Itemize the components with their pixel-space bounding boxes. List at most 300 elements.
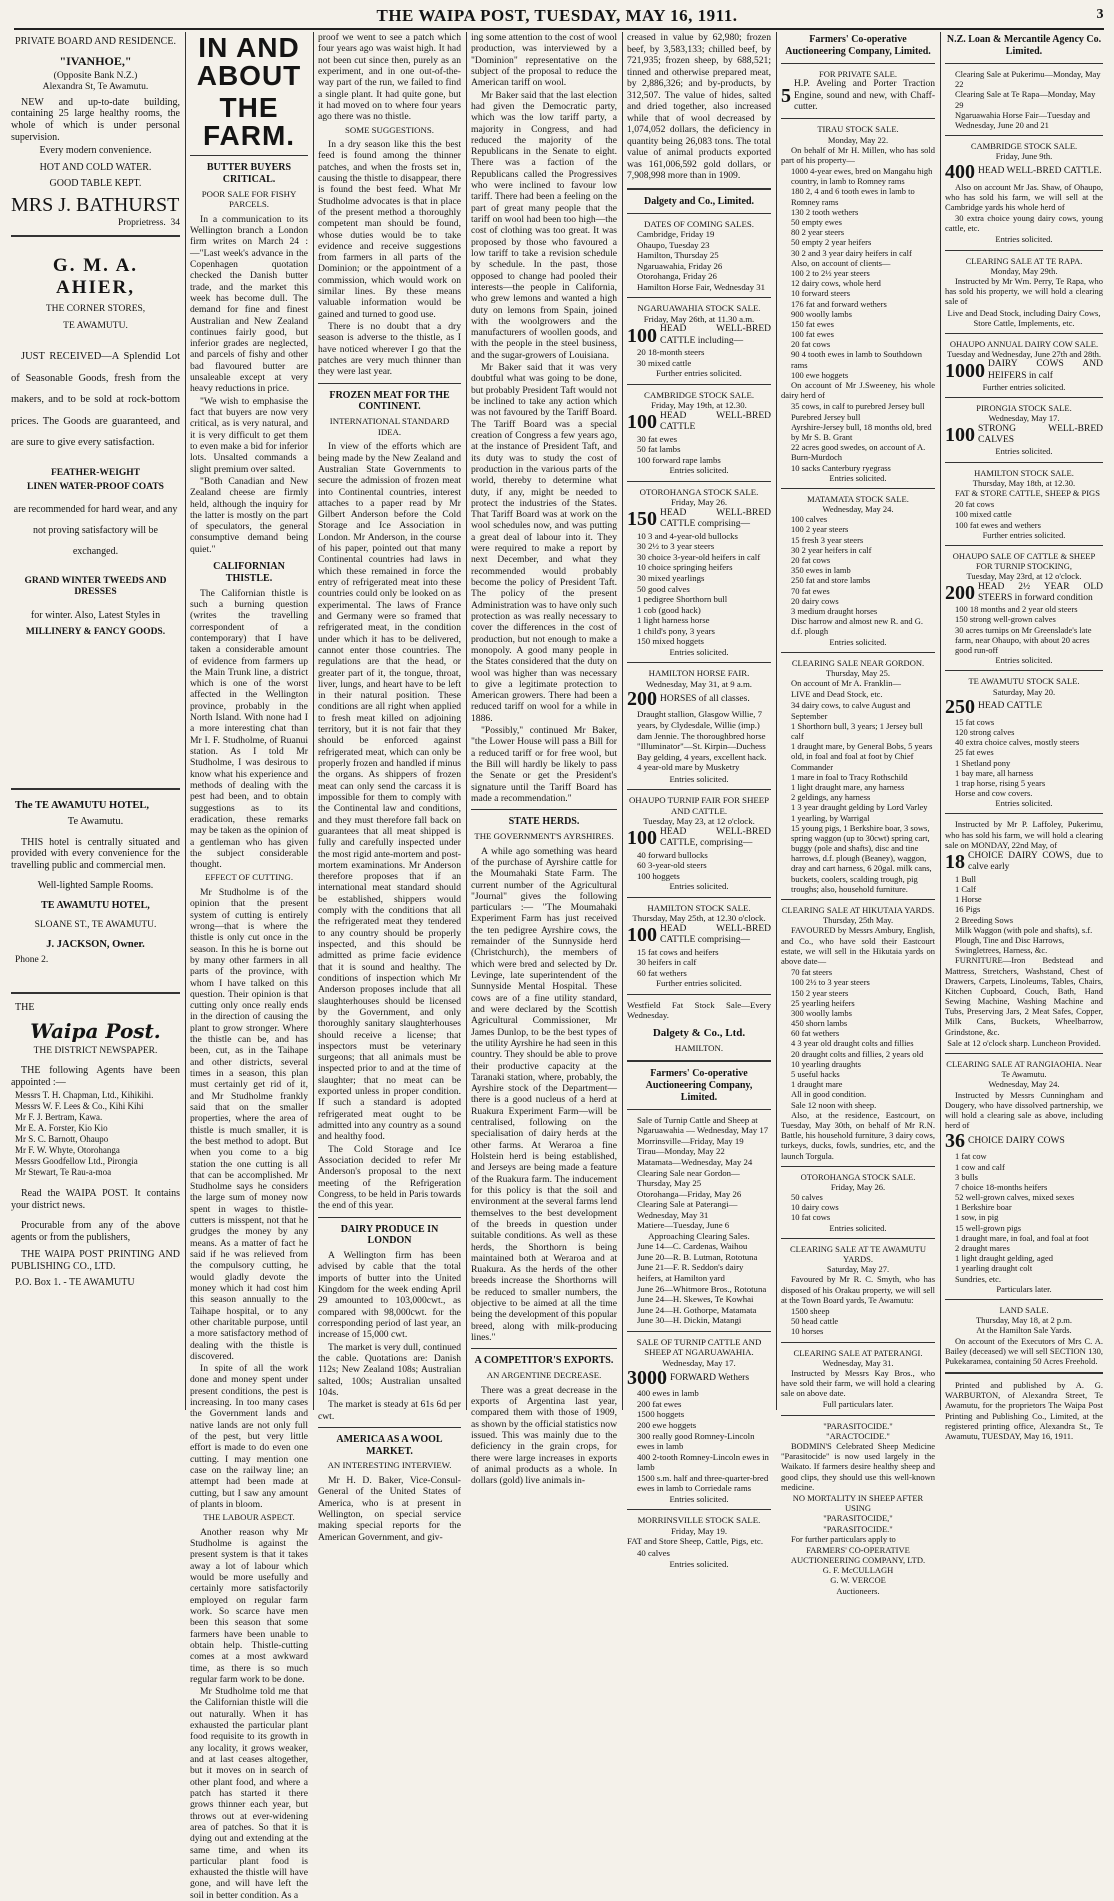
divider — [627, 1060, 771, 1062]
ad-head: CLEARING SALE NEAR GORDON. — [791, 657, 925, 668]
lot-item: 100 forward rape lambs — [637, 454, 721, 465]
lot-desc: CHOICE DAIRY COWS, due to calve early — [968, 851, 1103, 873]
lot-item: 30 acres turnips on Mr Greenslade's late farm, near Ohaupo, with about 20 acres good run-off — [955, 624, 1092, 656]
column-rule — [185, 32, 186, 1410]
lot-item: 30 2 and 3 year dairy heifers in calf — [791, 247, 912, 258]
lot-item: 900 woolly lambs — [791, 308, 852, 319]
ad-lot — [945, 162, 1103, 182]
divider — [781, 1238, 935, 1239]
lot-item: 300 woolly lambs — [791, 1007, 852, 1018]
ad-date: Wednesday, May 31. — [822, 1357, 894, 1368]
ivanhoe-prop-name: MRS J. BATHURST — [11, 194, 180, 217]
ad-further: Further entries solicited. — [982, 529, 1066, 540]
ad-company: Farmers' Co-operative Auctioneering Company, Limited. — [645, 1067, 753, 1103]
ad-head: FOR PRIVATE SALE. — [818, 69, 897, 79]
lot-item: 1 sow, in pig — [955, 1212, 999, 1223]
sale-date: June 20—R. B. Lutman, Rototuna — [637, 1251, 758, 1262]
ad-date: Tuesday, May 23rd, at 12 o'clock. — [966, 571, 1082, 582]
ad-head: CLEARING SALE AT RANGIAOHIA. Near Te Awamutu. — [946, 1059, 1102, 1080]
ad-head: NO MORTALITY IN SHEEP AFTER USING — [792, 1492, 924, 1514]
ivanhoe-addr: (Opposite Bank N.Z.) — [53, 69, 138, 81]
divider — [781, 118, 935, 119]
ad-date: Saturday, May 27. — [826, 1264, 890, 1275]
lot-item: 10 choice springing heifers — [637, 562, 733, 573]
divider — [945, 1299, 1103, 1300]
ad-further: Entries solicited. — [995, 798, 1053, 809]
ad-company: Farmers' Co-operative Auctioneering Company, Limited. — [785, 34, 931, 57]
lot-number: 100 — [945, 424, 975, 447]
lot-item: 20 fat cows — [791, 555, 831, 566]
paragraph: A Wellington firm has been advised by cable that the total imports of butter into the United Kingdom for the week ending April 29 amounted to 103,000cwt., as compared with 98,000cwt. for the corresponding period of last year, an increase of 15,000 cwt. — [318, 1250, 461, 1341]
lot-item: 90 4 tooth ewes in lamb to Southdown rams — [791, 349, 923, 370]
ad-head: OHAUPO ANNUAL DAIRY COW SALE. — [949, 338, 1099, 349]
ad-date: Thursday, May 18, at 2 p.m. — [975, 1315, 1072, 1326]
lot-item: 1 fat cow — [955, 1151, 987, 1162]
lot-item: 150 strong well-grown calves — [955, 614, 1056, 625]
ahier-coats-body: are recommended for hard wear, and any not proving satisfactory will be exchanged. — [13, 504, 178, 558]
lot-item: 20 18-month steers — [637, 347, 705, 358]
lot-item: 40 extra choice calves, mostly steers — [955, 737, 1080, 748]
lot-item: 30 fat ewes — [637, 433, 678, 444]
divider — [627, 188, 771, 190]
lot-item: 10 horses — [791, 1326, 824, 1337]
lot-desc: HEAD WELL-BRED CATTLE comprising— — [660, 508, 771, 530]
lot-item: 7 choice 18-months heifers — [955, 1181, 1048, 1192]
lot-item: 350 ewes in lamb — [791, 565, 851, 576]
column-1 — [8, 32, 183, 1410]
ad-lot — [945, 582, 1103, 605]
sale-date: June 30—H. Dickin, Matangi — [637, 1315, 742, 1326]
lot-item: 30 2 year heifers in calf — [791, 544, 872, 555]
lot-item: 50 calves — [791, 1192, 823, 1203]
lot-item: 1 draught mare, in foal, and foal at foot — [955, 1232, 1089, 1243]
divider — [471, 809, 617, 810]
ad-head: LAND SALE. — [999, 1304, 1049, 1315]
ivanhoe-mod: Every modern convenience. — [39, 144, 152, 156]
wp-the: THE — [15, 1002, 35, 1014]
column-5 — [624, 32, 774, 1569]
lot-number: 100 — [627, 924, 657, 947]
ad-date: Wednesday, May 24. — [822, 504, 894, 515]
ad-lot — [945, 359, 1103, 382]
wp-box: P.O. Box 1. - TE AWAMUTU — [15, 1277, 135, 1288]
sale-date: Tirau—Monday, May 22 — [637, 1146, 725, 1157]
sale-date: Clearing Sale at Pukerimu—Monday, May 22 — [955, 69, 1101, 90]
lot-item: 16 Pigs — [955, 904, 981, 915]
masthead-rule — [14, 28, 1104, 30]
lot-item: 100 18 months and 2 year old steers — [955, 604, 1078, 615]
ad-body: On behalf of Mr H. Millen, who has sold part of his property— — [781, 144, 935, 165]
ad-date: Thursday, May 25th, at 12.30 o'clock. — [632, 913, 766, 924]
lot-number: 3000 — [627, 1367, 667, 1390]
lot-item: 52 well-grown calves, mixed sexes — [955, 1192, 1075, 1203]
lot-item: 100 mixed cattle — [955, 509, 1012, 520]
lot-desc: HEAD WELL-BRED CATTLE, comprising— — [660, 826, 771, 849]
agents-list — [11, 1090, 180, 1178]
lot-item: 15 young pigs, 1 Berkshire boar, 3 sows, spring waggon (up to 30cwt) spring cart, buggy (pole and shafts), disc and tine harrows, d.f. plough (Beaney), waggon, dray and cart harness, 6 20gal. milk cans, buckets, coolers, scalding trough, pig troughs; also, household furniture. — [791, 822, 932, 894]
lot-number: 250 — [945, 695, 975, 718]
ad-head: TE AWAMUTU STOCK SALE. — [968, 676, 1080, 687]
ad-head: "ARACTOCIDE." — [826, 1430, 890, 1441]
sale-date: Otorohanga, Friday 26 — [637, 271, 717, 282]
sale-date: Hamilton Horse Fair, Wednesday 31 — [637, 281, 766, 292]
lot-item: 1 3 year draught gelding by Lord Varley — [791, 802, 928, 813]
ad-body: On account of Mr J.Sweeney, his whole dairy herd of — [781, 380, 935, 401]
ad-body: On account of Mr A. Franklin— — [791, 678, 902, 689]
sale-date: Matiere—Tuesday, June 6 — [637, 1220, 730, 1231]
lot-item: 1 Bull — [955, 873, 977, 884]
ivanhoe-water: HOT AND COLD WATER. — [39, 161, 152, 173]
lot-item: 1 light draught gelding, aged — [955, 1253, 1053, 1264]
column-7 — [942, 32, 1106, 1441]
wp-title: Waipa Post. — [30, 1019, 161, 1044]
ahier-name: G. M. A. AHIER, — [52, 254, 139, 299]
lot-item: 1 bay mare, all harness — [955, 767, 1034, 778]
lot-item: 40 calves — [637, 1548, 670, 1558]
divider — [627, 662, 771, 663]
paragraph: creased in value by 62,980; frozen beef, by 3,583,133; chilled beef, by 721,935; frozen sheep, by 688,521; tinned and otherwise prepared meat, by 2,886,326; and by-products, by 312,507. The value of hides, salted and dried together, also increased while that of wool decreased by 1,074,052 dollars, the deficiency in quantity being 26,083 tons. The total value of animal products exported was 161,006,592 gold dollars, or 7,908,998 more than in 1909. — [627, 32, 771, 181]
ahier-tweeds: GRAND WINTER TWEEDS AND DRESSES — [24, 576, 167, 598]
lot-item: 30 mixed yearlings — [637, 572, 705, 583]
ad-head: OHAUPO TURNIP FAIR FOR SHEEP AND CATTLE. — [628, 795, 770, 816]
ad-further: Full particulars later. — [822, 1399, 894, 1410]
masthead-title: THE WAIPA POST, TUESDAY, MAY 16, 1911. — [376, 6, 738, 25]
wp-pub: THE WAIPA POST PRINTING AND PUBLISHING CO., LTD. — [11, 1249, 180, 1273]
paragraph: There was a great decrease in the exports of Argentina last year, compared them with those of 1909, as shown by the official statistics now issued. This was mainly due to the deficiency in the grain crops, for there were large increases in exports of animal products as a whole. In dollars (gold) live animals in- — [471, 1384, 617, 1487]
lot-item: 60 fat wethers — [637, 967, 687, 978]
ad-date: Thursday, May 25. — [825, 667, 891, 678]
divider — [627, 297, 771, 298]
lot-item: 1500 hoggets — [637, 1409, 685, 1420]
paragraph: In spite of all the work done and money spent under present conditions, the pest is increasing. In too many cases the Government lands and native lands are not only full of the pest, but very little effort is made to do even one cutting. I may mention one case on the railway line; an attempt had been made at cutting, but I saw any amount of plants in bloom. — [190, 1363, 308, 1510]
divider — [627, 384, 771, 385]
lot-item: 30 mixed cattle — [637, 357, 692, 368]
ad-further: Particulars later. — [996, 1283, 1052, 1294]
ad-lot — [627, 411, 771, 434]
ad-date: Wednesday, May 31, at 9 a.m. — [646, 678, 752, 689]
lot-item: 20 dairy cows — [791, 595, 839, 606]
lot-item: 1500 s.m. half and three-quarter-bred ewes in lamb to Corriedale rams — [637, 1472, 769, 1494]
lot-item: 10 3 and 4-year-old bullocks — [637, 530, 738, 541]
ivanhoe-prop — [11, 194, 180, 229]
paragraph: The market is steady at 61s 6d per cwt. — [318, 1399, 461, 1422]
divider — [781, 1342, 935, 1343]
ad-body: For further particulars apply to — [791, 1533, 896, 1544]
hotel-owner: J. JACKSON, Owner. — [46, 938, 145, 950]
ad-body: LIVE and Dead Stock, etc. — [791, 689, 883, 700]
lot-number: 150 — [627, 508, 657, 531]
divider — [781, 1415, 935, 1416]
ivanhoe-body: NEW and up-to-date building, containing 25 large healthy rooms, the whole of which is under personal supervision. — [11, 96, 180, 143]
ad-head: OTOROHANGA STOCK SALE. — [800, 1171, 916, 1182]
divider — [11, 992, 180, 994]
lot-desc: H.P. Aveling and Porter Traction Engine, sound and new, with Chaff-cutter. — [794, 79, 935, 112]
divider — [945, 462, 1103, 463]
divider — [945, 333, 1103, 334]
ahier-town: TE AWAMUTU. — [63, 320, 128, 331]
ivanhoe-no: 34 — [170, 217, 180, 228]
divider — [471, 1348, 617, 1349]
lot-item: Purebred Jersey bull — [791, 411, 861, 422]
divider — [945, 135, 1103, 136]
divider — [945, 1053, 1103, 1054]
ad-date: Monday, May 29th. — [990, 265, 1058, 276]
ad-date: Monday, May 22. — [827, 134, 889, 145]
subheading: AN ARGENTINE DECREASE. — [486, 1370, 602, 1381]
lot-number: 200 — [627, 688, 657, 711]
lot-desc: HEAD WELL-BRED CATTLE comprising— — [660, 923, 771, 946]
ad-date: Wednesday, May 24. — [988, 1079, 1060, 1090]
sale-date: Cambridge, Friday 19 — [637, 229, 715, 240]
lot-item: 100 ewe hoggets — [791, 369, 849, 380]
lot-item: 3 bulls — [955, 1171, 978, 1182]
paragraph: Mr H. D. Baker, Vice-Consul-General of the United States of America, who is at present in Wellington, on special service making special reports for the American Government, and giv- — [318, 1474, 461, 1543]
ad-date: Saturday, May 20. — [992, 686, 1056, 697]
lot-number: 1000 — [945, 359, 985, 382]
auctioneer-title: Auctioneers. — [836, 1585, 880, 1596]
lot-item: 200 fat ewes — [637, 1398, 682, 1409]
ad-further: Entries solicited. — [669, 1558, 729, 1569]
subheading: EFFECT OF CUTTING. — [204, 872, 294, 883]
lot-item: 30 heifers in calf — [637, 957, 697, 968]
agent-item: Messrs W. F. Lees & Co., Kihi Kihi — [15, 1101, 144, 1112]
sale-date: Clearing Sale near Gordon—Thursday, May 25 — [637, 1167, 740, 1189]
farm-title-2: THE FARM. — [202, 92, 296, 151]
paragraph: In view of the efforts which are being made by the New Zealand and Australian State Governments to secure the admission of frozen meat into Continental countries, interest attaches to a paper read by Mr Gilbert Anderson before the Cold Storage and Ice Association in London. Mr Anderson, in the course of his paper, pointed out that many Continental countries had laws in which these remained in force the entry of refrigerated meat into these countries could only be looked on as experimental. The laws of France and Germany were so framed that refrigerated meat, in the condition under which it has to be delivered, cannot enter those countries. The regulations are that the head, or greater part of it, the tongue, throat, liver, lungs, and heart have to be left in their natural position. These conditions are all right when applied to fresh meat killed on adjoining territory, but it is not fair that they should be enforced against refrigerated meat, which can only be properly frozen and handled if minus the organs. As shippers of frozen meat can only send the carcass it is impossible for them to comply with the Continental law and conditions, and they must therefore fall back on guarantees that all meat shipped is fully and carefully inspected under the most rigid ante-mortem and post-mortem examinations. Mr Anderson therefore proposes that if an international meat standard should be established, shippers would comply with the conditions that all the refrigerated meat they tendered to any country should be properly inspected, and this should be admitted as prime facie evidence that it is sound and healthy. The conditions of inspection which Mr Anderson proposes include that all slaughterhouses should be licensed by the Government, and only thoroughly sanitary slaughterhouses should receive a license; that inspectors must be veterinary surgeons; that all animals must be inspected prior to and at the time of slaughter; that no meat can be exported unless in proper condition. If such a standard is adopted refrigerated meat ought to be admitted into any country as a sound and healthy food. — [318, 441, 461, 1143]
paragraph: In a dry season like this the best feed is found among the thinner patches, and when the frosts set in, causing the thistle to disappear, there is found the best feed. What Mr Studholme advocates is that in place of the present method a thoroughly competent man should be found, whose duties would be to take evidence and receive suggestions from farmers in all parts of the Dominion; or the appointment of a commission, which would work on similar lines. By these means valuable information would be gained and turned to good use. — [318, 139, 461, 320]
lot-item: 1 Shorthorn bull, 3 years; 1 Jersey bull calf — [791, 720, 923, 742]
lot-desc: HEAD WELL-BRED CATTLE — [660, 410, 771, 433]
column-4 — [468, 32, 620, 1487]
lot-item: 100 fat ewes — [791, 329, 834, 340]
lot-item: Disc harrow and almost new R. and G. d.f. plough — [791, 616, 923, 637]
ad-head: DATES OF COMING SALES. — [644, 218, 754, 229]
lot-item: 15 fat cows — [955, 716, 995, 727]
lot-item: 1000 4-year ewes, bred on Mangahu high country, in lamb to Romney rams — [791, 166, 933, 187]
agent-item: Mr Stewart, Te Rau-a-moa — [15, 1167, 112, 1178]
ad-lot — [627, 924, 771, 947]
imprint: Printed and published by A. G. WARBURTON, of Alexandra Street, Te Awamutu, for the proprietors The Waipa Post Printing and Publishing Co., Limited, at the registered printing office, Alexandra St., Te Awamutu, TUESDAY, May 16, 1911. — [945, 1380, 1103, 1441]
hotel-name: TE AWAMUTU HOTEL, — [41, 899, 150, 911]
lot-item: 20 fat cows — [791, 339, 831, 350]
ad-company: Dalgety & Co., Ltd. — [652, 1027, 746, 1040]
lot-item: 5 useful hacks — [791, 1069, 840, 1080]
masthead — [0, 0, 1114, 30]
lot-number: 100 — [627, 324, 657, 347]
lot-item: 22 acres good swedes, on account of A. Burn-Murdoch — [791, 442, 926, 463]
lot-desc: HEAD WELL-BRED CATTLE. — [978, 165, 1102, 176]
heading: BUTTER BUYERS CRITICAL. — [206, 162, 292, 185]
lot-item: 1 cow and calf — [955, 1161, 1005, 1172]
lot-item: 1 Shetland pony — [955, 757, 1011, 768]
ad-lot — [627, 508, 771, 531]
lot-item: 300 really good Romney-Lincoln ewes in lamb — [637, 1430, 755, 1452]
lot-item: 150 mixed hoggets — [637, 636, 704, 647]
ad-further: Entries solicited. — [995, 655, 1053, 666]
lot-item: Horse and cow covers. — [955, 788, 1033, 799]
wp-sub: THE DISTRICT NEWSPAPER. — [33, 1045, 158, 1056]
divider — [190, 155, 308, 156]
ad-body: FAT and Store Sheep, Cattle, Pigs, etc. — [627, 1536, 764, 1547]
auctioneer: G. F. McCULLAGH — [822, 1565, 894, 1576]
paragraph: There is no doubt that a dry season is adverse to the thistle, as I have noticed wherever I go that the patches are very much thinner than they were last year. — [318, 321, 461, 378]
lot-item: 60 3-year-old steers — [637, 860, 707, 871]
divider — [945, 813, 1103, 814]
lot-item: 100 fat ewes and wethers — [955, 519, 1041, 530]
ad-date: Friday, June 9th. — [995, 151, 1053, 162]
lot-item: 2 geldings, any harness — [791, 792, 871, 803]
ad-lot — [627, 827, 771, 850]
lot-item: 200 ewe hoggets — [637, 1419, 697, 1430]
hotel-phone: Phone 2. — [15, 955, 49, 966]
ad-body: Favoured by Mr R. C. Smyth, who has disposed of his Orakau property, we will sell at the Town Board yards, Te Awamutu: — [781, 1274, 935, 1305]
divider — [945, 397, 1103, 398]
lot-item: 10 fat cows — [791, 1212, 831, 1223]
ad-head: PIRONGIA STOCK SALE. — [976, 403, 1072, 414]
lot-item: 1 child's pony, 3 years — [637, 625, 715, 636]
lot-item: 80 2 year steers — [791, 227, 845, 238]
divider — [627, 1109, 771, 1110]
ad-date: Friday, May 19th, at 12.30. — [651, 400, 747, 411]
ad-lot — [627, 689, 771, 709]
lot-item: 15 fat cows and heifers — [637, 946, 719, 957]
paragraph: Mr Baker said that the last election had given the Democratic party, which was the low tariff party, a majority in Congress, and had reduced the majority of the Republicans in the Senate to eight. There was a faction of the Republicans called the Progressives who were inclined to favour low tariff. There had been a feeling on the part of great many people that the tariff on wool had been too high—the cost of clothing was too great. It was proposed by those who favoured a low tariff to take a revision schedule by schedule. In the past, those opposed to change had pooled their interests—the people in California, who grew lemons and wanted a high duty on lemons from Spain, joined with the woolgrowers and the manufacturers of woollen goods, and with the people in the steel business, and the sugar-growers of Louisiana. — [471, 89, 617, 361]
lot-item: 400 2-tooth Romney-Lincoln ewes in lamb — [637, 1451, 769, 1473]
ad-body: Instructed by Messrs Kay Bros., who have sold their farm, we will hold a clearing sale on above date. — [781, 1367, 935, 1399]
lot-item: 25 fat ewes — [955, 747, 994, 758]
ahier-millinery: MILLINERY & FANCY GOODS. — [25, 626, 166, 637]
ad-lot — [627, 1368, 771, 1388]
paragraph: proof we went to see a patch which four years ago was waist high. It had not been cut since then, purely as an experiment, and in one out-of-the-way part of the run, we failed to find a single plant. It had quite gone, but it had moved on to where four years ago there was no thistle. — [318, 32, 461, 123]
ad-company: Dalgety and Co., Limited. — [644, 195, 754, 207]
heading: FROZEN MEAT FOR THE CONTINENT. — [329, 389, 450, 413]
ad-date: Wednesday, May 17. — [988, 413, 1060, 424]
lot-item: 30 2½ to 3 year steers — [637, 541, 715, 552]
paragraph: The market is very dull, continued the cable. Quotations are: Danish 112s; New Zealand 108s; Australian salted, 100s; Australian unsalted 104s. — [318, 1341, 461, 1398]
lot-item: 34 dairy cows, to calve August and September — [791, 700, 911, 721]
lot-item: 250 fat and store lambs — [791, 575, 871, 586]
wp-read: Read the WAIPA POST. It contains your district news. — [11, 1188, 180, 1212]
lot-item: 3 medium draught horses — [791, 605, 878, 616]
paragraph: ing some attention to the cost of wool production, was interviewed by a "Dominion" representative on the subject of the proposal to reduce the American tariff on wool. — [471, 32, 617, 89]
lot-number: 5 — [781, 85, 791, 108]
sale-date: June 24—H. Gothorpe, Matamata — [637, 1304, 757, 1315]
lot-item: Ayrshire-Jersey bull, 18 months old, bred by Mr S. B. Grant — [791, 421, 932, 442]
lot-number: 36 — [945, 1130, 965, 1153]
lot-item: 1 trap horse, rising 5 years — [955, 777, 1046, 788]
lot-item: 450 shorn lambs — [791, 1018, 848, 1029]
ahier-body: JUST RECEIVED—A Splendid Lot of Seasonable Goods, fresh from the makers, and to be sold at rock-bottom prices. The Goods are guaranteed, and are sure to give every satisfaction. — [11, 351, 180, 449]
ad-head: HAMILTON STOCK SALE. — [647, 902, 751, 913]
lot-item: 40 forward bullocks — [637, 849, 708, 860]
lot-number: 400 — [945, 160, 975, 183]
ad-body: FAVOURED by Messrs Ambury, English, and Co., who have sold their Eastcourt estate, we will sell in the Hikutaia yards on above date— — [781, 925, 935, 966]
lot-item: 1 draught mare, by General Bobs, 5 years old, in foal and foal at foot by Chief Commander — [791, 741, 933, 772]
ad-date: Tuesday, May 23, at 12 o'clock. — [643, 816, 755, 827]
paragraph: The Californian thistle is such a burning question (writes the travelling correspondent of a contemporary) that I have taken a considerable amount of evidence from farmers up the Main Trunk line, a district which is one of the worst affected in the Wellington province, probably in the North Island. With none had I a more interesting chat than Mr I. F. Studholme, of Ruanui station. As I told Mr Studholme, I was desirous to know what his experience and methods of dealing with the pest had been, and to obtain suggestions as to its eradication, these remarks may be taken as the opinion of a gentleman who has given the subject considerable thought. — [190, 587, 308, 871]
ad-company: N.Z. Loan & Mercantile Agency Co. Limited. — [946, 34, 1102, 57]
ad-body: On account of the Executors of Mrs C. A. Bailey (deceased) we will sell SECTION 130, Pukekaramea, containing 50 Acres Freehold. — [945, 1335, 1103, 1366]
paragraph: Mr Baker said that it was very doubtful what was going to be done, but probably President Taft would not be inclined to take any action which was not favoured by the Tariff Board. The Tariff Board was a special creation of Congress a few years ago, at the instance of President Taft, and its duty was to study the cost of production in the various parts of the world, thereby to determine what duty, if any, might be needed to protect the industries of the States. That Tariff Board was at work on the wool schedules now, and was putting a great deal of labour into it. They were required to make a report by next December, and what they recommended would probably become the policy of President Taft. The policy of the present Administration was to have only such protection as was really necessary to cover the differences in the cost of production, but not enough to make a monopoly. A good many people in the States considered that the duty on wool was higher than was necessary to give a legitimate protection to American growers. There had been a reduced tariff on wool for a while in 1886. — [471, 362, 617, 724]
ad-body: FURNITURE—Iron Bedstead and Mattress, Stretchers, Washstand, Chest of Drawers, Carpets, Linoleums, Tables, Chairs, Kitchen Cupboard, Couch, Bath, Hand Sewing Machine, Washing Machine and Tubs, Preserving Jars, 2 Meat Safes, Copper, Milk Cans, Buckets, Wheelbarrow, Grindstone, &c. — [945, 955, 1103, 1037]
heading: AMERICA AS A WOOL MARKET. — [336, 1433, 443, 1457]
column-rule — [622, 32, 623, 1410]
heading: A COMPETITOR'S EXPORTS. — [474, 1355, 614, 1367]
sale-date: Sale of Turnip Cattle and Sheep at Ngaruawahia — Wednesday, May 17 — [637, 1114, 769, 1136]
agent-item: Mr F. J. Bertram, Kawa. — [15, 1112, 103, 1123]
divider — [945, 670, 1103, 671]
lot-item: 1 draught mare — [791, 1079, 843, 1090]
ad-further: Entries solicited. — [669, 646, 729, 657]
lot-item: 120 strong calves — [955, 726, 1015, 737]
sale-dates — [627, 229, 771, 292]
hotel-sample: Well-lighted Sample Rooms. — [37, 879, 154, 891]
lot-item: 400 ewes in lamb — [637, 1388, 699, 1399]
ad-further: Entries solicited. — [995, 234, 1053, 245]
ad-company: FARMERS' CO-OPERATIVE AUCTIONEERING COMPANY, LTD. — [790, 1544, 926, 1566]
lot-item: 25 yearling heifers — [791, 997, 855, 1008]
ad-head: CLEARING SALE AT TE AWAMUTU YARDS. — [790, 1243, 926, 1265]
hotel-st: SLOANE ST., TE AWAMUTU. — [34, 919, 157, 930]
ad-further: Entries solicited. — [829, 1222, 887, 1233]
lot-item: 1 Calf — [955, 884, 977, 894]
ahier-fw: FEATHER-WEIGHT — [50, 467, 141, 478]
ad-body: Live and Dead Stock, including Dairy Cows, Store Cattle, Implements, etc. — [947, 307, 1101, 328]
lot-number: 100 — [627, 411, 657, 434]
divider — [318, 1217, 461, 1218]
lot-item: 20 draught colts and fillies, 2 years old — [791, 1048, 924, 1059]
ad-town: HAMILTON. — [674, 1043, 724, 1054]
wp-agents: THE following Agents have been appointed :— — [11, 1064, 180, 1088]
paragraph: Mr Studholme told me that the Californian thistle will die out naturally. When it has exhausted the particular plant food requisite to its growth in any locality, it grows weaker, and at last ceases altogether, but it moves on in search of other plant food, and where a patch has started it there grows thinner each year, but throws out at ever-widening area of patches. So that it is dying out and extending at the same time, and when its particular plant food is exhausted the thistle will have gone, and will have left the soil in better condition. As a — [190, 1686, 308, 1901]
ivanhoe-head: PRIVATE BOARD AND RESIDENCE. — [15, 36, 176, 47]
sale-date: Clearing Sale at Paterangi—Wednesday, May 31 — [637, 1199, 738, 1220]
lot-desc: HEAD CATTLE — [978, 701, 1043, 712]
ad-head: HAMILTON HORSE FAIR. — [648, 668, 750, 679]
lot-item: 1 cob (good hack) — [637, 604, 701, 615]
divider — [11, 235, 180, 237]
ad-body: Instructed by Messrs Cunningham and Dougery, who have dissolved partnership, we will hold a clearing sale as above, including herd of — [945, 1089, 1103, 1131]
lot-item: 10 sacks Canterbury ryegrass — [791, 462, 891, 473]
lot-item: 60 fat wethers — [791, 1028, 840, 1039]
sale-date: Morrinsville—Friday, May 19 — [637, 1135, 744, 1146]
ad-body: Also, at the residence, Eastcourt, on Tuesday, May 30th, on behalf of Mr R.N. Battle, his household furniture, 3 dairy cows, turkeys, ducks, fowls, sundries, etc, and the launch Torgula. — [781, 1109, 935, 1161]
ad-body: At the Hamilton Sale Yards. — [976, 1325, 1072, 1336]
ad-further: Further entries solicited. — [656, 978, 742, 989]
lot-item: Sale 12 noon with sheep. — [791, 1099, 877, 1110]
lot-number: 200 — [945, 581, 975, 604]
divider — [627, 897, 771, 898]
ad-further: Entries solicited. — [829, 472, 887, 483]
heading: STATE HERDS. — [508, 816, 580, 828]
heading: DAIRY PRODUCE IN LONDON — [340, 1223, 439, 1247]
ad-lot — [781, 79, 935, 113]
lot-item: 12 dairy cows, whole herd — [791, 278, 881, 289]
lot-item: 100 2 to 2½ year steers — [791, 267, 870, 278]
heading: CALIFORNIAN THISTLE. — [213, 561, 285, 584]
lot-desc: HORSES of all classes. — [660, 693, 750, 704]
lot-item: 1 Horse — [955, 894, 982, 905]
hotel-head: The TE AWAMUTU HOTEL, — [15, 799, 150, 811]
lot-item: 15 well-grown pigs — [955, 1222, 1022, 1233]
lot-item: 1 yearling draught colt — [955, 1263, 1033, 1274]
sale-date: June 21—F. R. Seddon's dairy heifers, at Hamilton yard — [637, 1262, 744, 1283]
lot-item: 1500 sheep — [791, 1305, 830, 1316]
ahier-coats: LINEN WATER-PROOF COATS — [27, 481, 164, 492]
paragraph: Another reason why Mr Studholme is against the present system is that it takes away a lot of labour which would be more usefully and certainly more satisfactorily employed on regular farm work. So scarce have men been this season that some farmers have been unable to obtain help. Thistle-cutting comes at a most awkward time, as there is so much regular farm work to be done. — [190, 1526, 308, 1685]
lot-number: 100 — [627, 827, 657, 850]
ivanhoe-table: GOOD TABLE KEPT. — [49, 178, 142, 190]
